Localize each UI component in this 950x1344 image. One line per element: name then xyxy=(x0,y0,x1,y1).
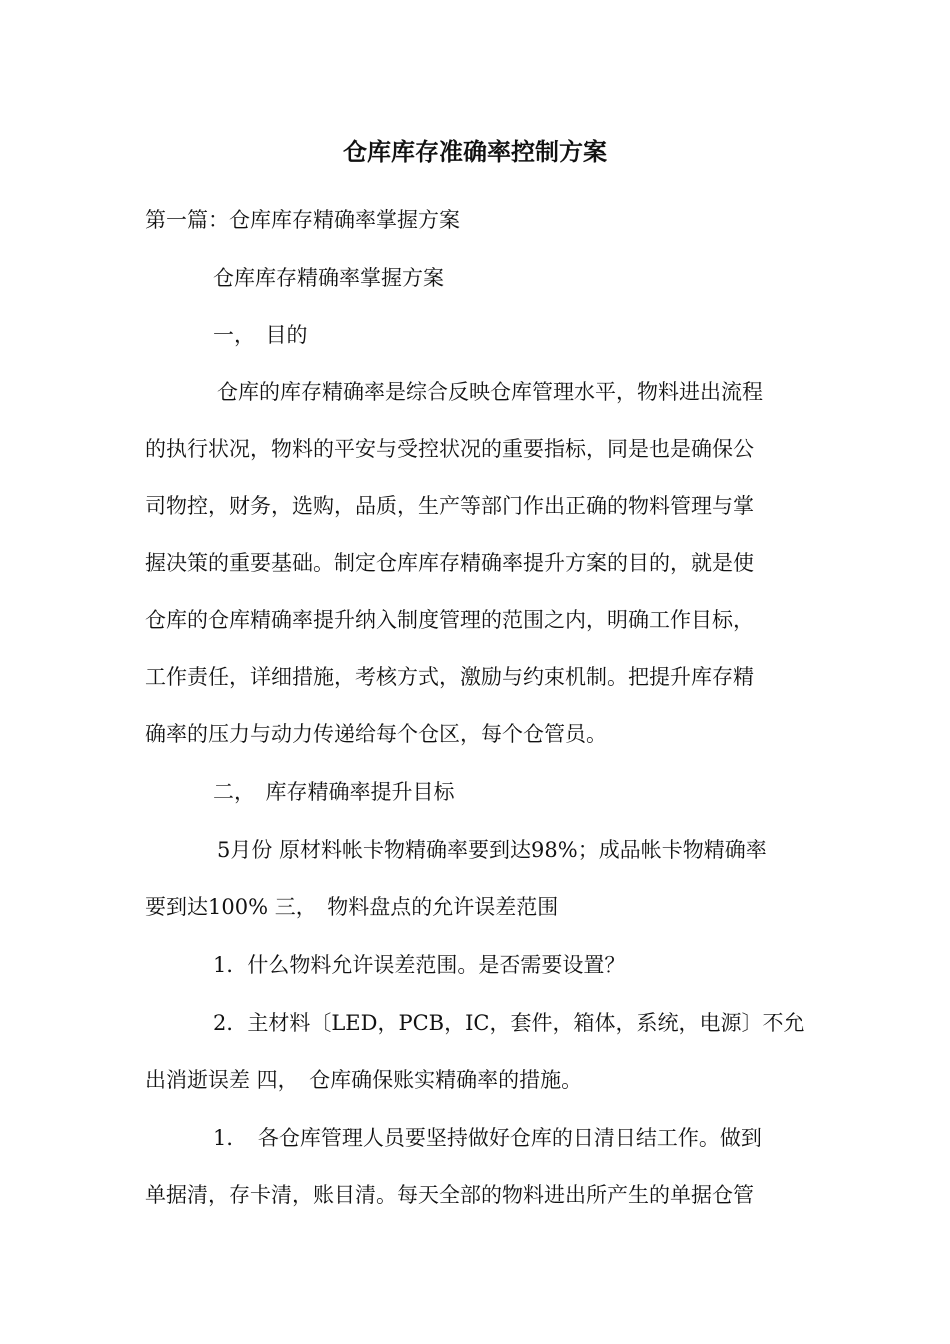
heading-target: 二， 库存精确率提升目标 xyxy=(213,780,455,804)
paragraph-line: 的执行状况，物料的平安与受控状况的重要指标，同是也是确保公 xyxy=(145,437,754,461)
paragraph-line: 仓库的库存精确率是综合反映仓库管理水平，物料进出流程 xyxy=(217,380,763,404)
paragraph-line: 出消逝误差 四， 仓库确保账实精确率的措施。 xyxy=(145,1068,583,1092)
document-title: 仓库库存准确率控制方案 xyxy=(343,138,607,166)
paragraph-line: 单据清，存卡清，账目清。每天全部的物料进出所产生的单据仓管 xyxy=(145,1183,754,1207)
paragraph-line: 要到达100% 三， 物料盘点的允许误差范围 xyxy=(145,895,559,919)
paragraph-line: 确率的压力与动力传递给每个仓区，每个仓管员。 xyxy=(145,722,607,746)
paragraph-line: 握决策的重要基础。制定仓库库存精确率提升方案的目的，就是使 xyxy=(145,551,754,575)
paragraph-line: 5月份 原材料帐卡物精确率要到达98%；成品帐卡物精确率 xyxy=(217,838,767,862)
list-item: 1．什么物料允许误差范围。是否需要设置？ xyxy=(213,953,626,977)
heading-purpose: 一， 目的 xyxy=(213,323,308,347)
chapter-heading: 第一篇：仓库库存精确率掌握方案 xyxy=(145,208,460,232)
paragraph-line: 仓库的仓库精确率提升纳入制度管理的范围之内，明确工作目标， xyxy=(145,608,754,632)
section-title: 仓库库存精确率掌握方案 xyxy=(213,266,444,290)
list-item: 1． 各仓库管理人员要坚持做好仓库的日清日结工作。做到 xyxy=(213,1126,762,1150)
list-item: 2．主材料〔LED，PCB，IC，套件，箱体，系统，电源〕不允 xyxy=(213,1011,805,1035)
paragraph-line: 工作责任，详细措施，考核方式，激励与约束机制。把提升库存精 xyxy=(145,665,754,689)
paragraph-line: 司物控，财务，选购，品质，生产等部门作出正确的物料管理与掌 xyxy=(145,494,754,518)
